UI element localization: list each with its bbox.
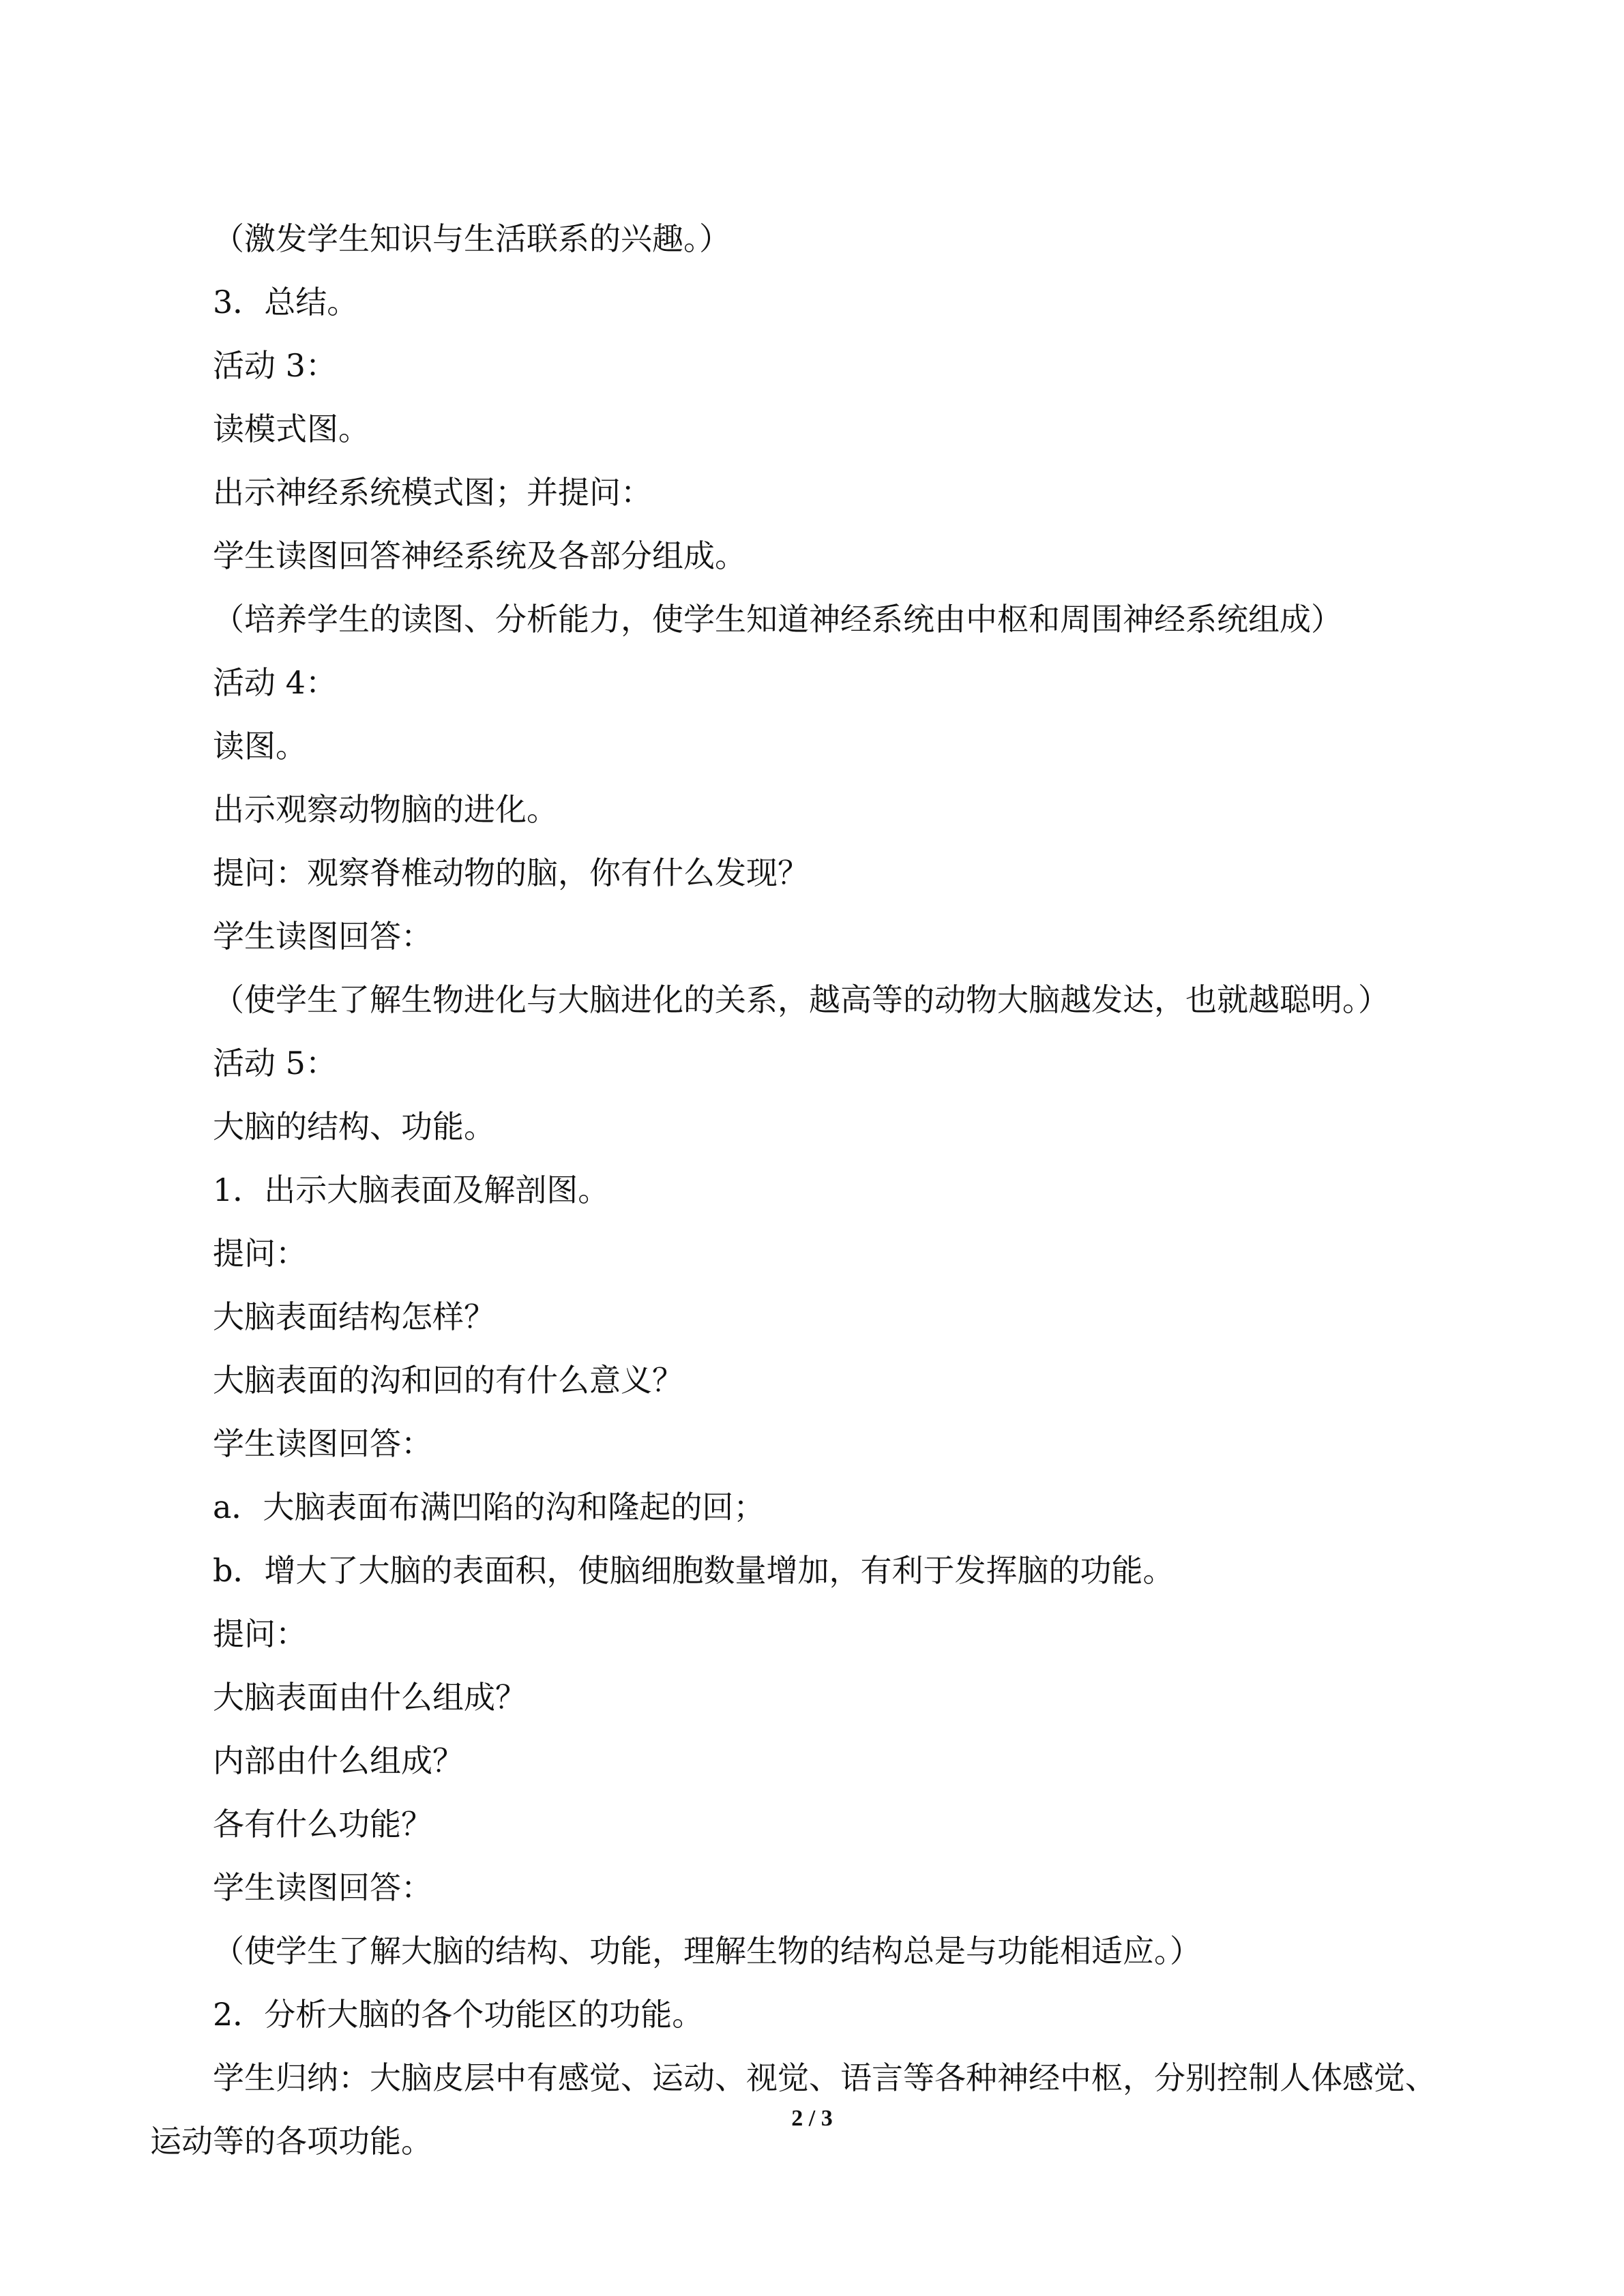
- text-line: 学生读图回答：: [213, 1425, 432, 1462]
- text-line: 活动 5：: [213, 1045, 337, 1082]
- text-line: 大脑的结构、功能。: [213, 1108, 495, 1145]
- text-line: 学生读图回答：: [213, 1869, 432, 1906]
- text-line: 内部由什么组成？: [213, 1742, 464, 1779]
- text-line: 各有什么功能？: [213, 1806, 432, 1843]
- text-line: 大脑表面由什么组成？: [213, 1679, 527, 1716]
- document-body: [150, 207, 1446, 2173]
- text-line: （培养学生的读图、分析能力，使学生知道神经系统由中枢和周围神经系统组成）: [213, 601, 1342, 638]
- text-line: 学生读图回答：: [213, 918, 432, 955]
- text-line: （使学生了解大脑的结构、功能，理解生物的结构总是与功能相适应。）: [213, 1933, 1201, 1969]
- text-line: 出示神经系统模式图；并提问：: [213, 474, 652, 511]
- text-line: 提问：: [213, 1615, 307, 1652]
- text-line: 提问：观察脊椎动物的脑，你有什么发现？: [213, 854, 809, 891]
- text-line: a．大脑表面布满凹陷的沟和隆起的回；: [213, 1489, 765, 1525]
- text-line: 提问：: [213, 1235, 307, 1272]
- text-line: （使学生了解生物进化与大脑进化的关系，越高等的动物大脑越发达，也就越聪明。）: [213, 981, 1389, 1018]
- text-line: 学生读图回答神经系统及各部分组成。: [213, 537, 746, 574]
- text-line: 读模式图。: [213, 411, 370, 447]
- text-line: 1．出示大脑表面及解剖图。: [213, 1172, 610, 1208]
- text-line: b．增大了大脑的表面积，使脑细胞数量增加，有利于发挥脑的功能。: [213, 1552, 1175, 1589]
- text-line: 2．分析大脑的各个功能区的功能。: [213, 1996, 704, 2033]
- text-line: 大脑表面结构怎样？: [213, 1298, 495, 1335]
- text-line: 活动 3：: [213, 347, 337, 384]
- page-number: 2 / 3: [791, 2106, 833, 2131]
- text-line: 活动 4：: [213, 664, 337, 701]
- text-line: 出示观察动物脑的进化。: [213, 791, 558, 828]
- text-line: 大脑表面的沟和回的有什么意义？: [213, 1362, 683, 1399]
- text-line: （激发学生知识与生活联系的兴趣。）: [213, 220, 730, 257]
- text-line: 3．总结。: [213, 284, 359, 320]
- text-line: 读图。: [213, 728, 307, 764]
- summary-paragraph: 学生归纳：大脑皮层中有感觉、运动、视觉、语言等各种神经中枢，分别控制人体感觉、运动等的各项功能。: [150, 2059, 1436, 2160]
